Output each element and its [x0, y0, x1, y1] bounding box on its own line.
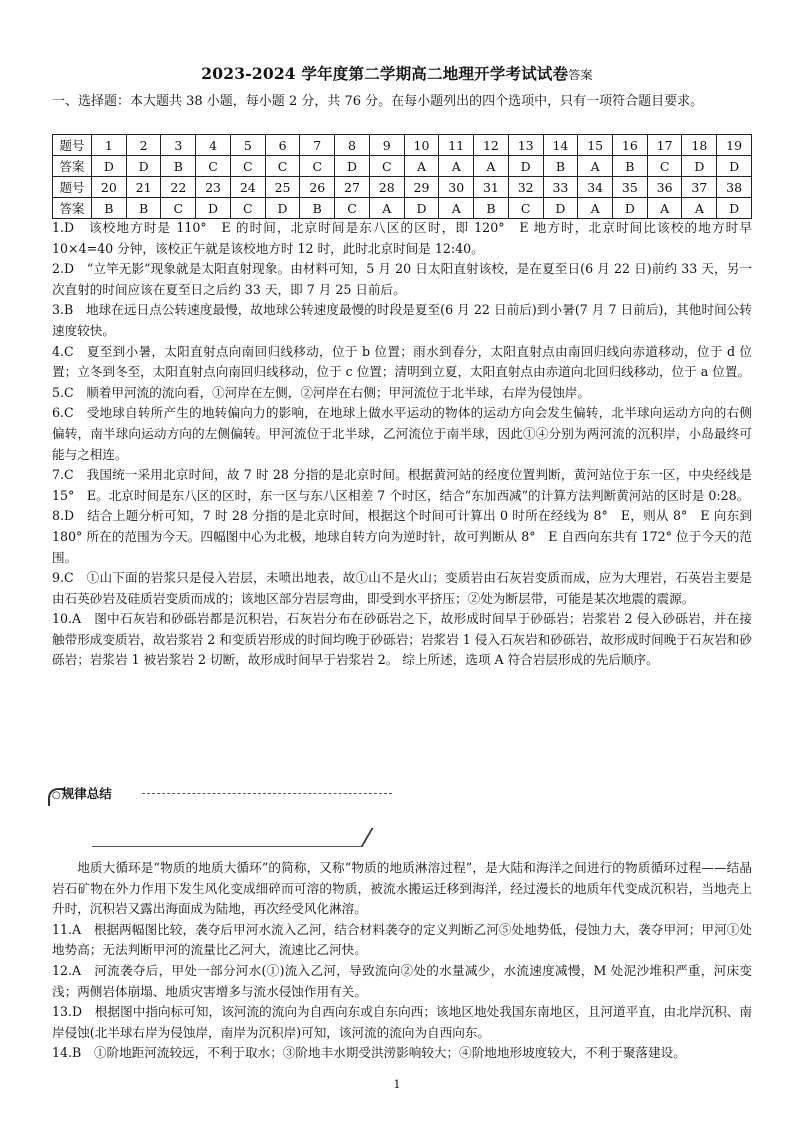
rule-summary-box: [52, 784, 752, 850]
circle-bullet-icon: ○: [52, 790, 61, 801]
answer-cell: C: [335, 198, 370, 219]
question-number-row: [53, 135, 752, 156]
answer-cell: A: [369, 198, 404, 219]
explanations-part-2: [52, 858, 752, 1064]
rule-summary-text: 地质大循环是“物质的地质大循环”的简称，又称“物质的地质淋溶过程”，是大陆和海洋之间进行的物质循环过程——结晶岩石矿物在外力作用下发生风化变成细碎而可溶的物质，被流水搬运迁移到海洋，经过漫长的地质年代变成沉积岩，当地壳上升时，沉积岩又露出海面成为陆地，再次经受风化淋溶。: [52, 860, 752, 917]
answer-cell: D: [613, 198, 648, 219]
title-text: 2023-2024 学年度第二学期高二地理开学考试试卷: [201, 64, 569, 83]
question-number-cell: 10: [404, 135, 439, 156]
rule-summary-title: 规律总结: [61, 786, 112, 801]
answer-cell: B: [474, 198, 509, 219]
question-number-cell: 8: [335, 135, 370, 156]
explanation-item: 10.A 图中石灰岩和砂砾岩都是沉积岩，石灰岩分布在砂砾岩之下，故形成时间早于砂砾岩；岩浆岩 2 侵入砂砾岩，并在接触带形成变质岩，故岩浆岩 2 和变质岩形成的时间均晚于砂砾岩；岩浆岩 1 侵入石灰岩和砂砾岩，故形成时间晚于石灰岩和砂砾岩；岩浆岩 1 被岩浆岩 2 切断，故形成时间早于岩浆岩 2。 综上所述，选项 A 符合岩层形成的先后顺序。: [52, 611, 752, 668]
question-number-cell: 11: [439, 135, 474, 156]
explanation-item: 9.C ①山下面的岩浆只是侵入岩层，未喷出地表，故①山不是火山；变质岩由石灰岩变质而成，应为大理岩，石英岩主要是由石英砂岩及硅质岩变质而成的；该地区部分岩层弯曲，即受到水平挤压；②处为断层带，可能是某次地震的震源。: [52, 570, 752, 606]
explanation-item: 7.C 我国统一采用北京时间，故 7 时 28 分指的是北京时间。根据黄河站的经度位置判断，黄河站位于东一区，中央经线是 15° E。北京时间是东八区的区时，东一区与东八区相差 7 个时区，结合“东加西减”的计算方法判断黄河站的区时是 0:28。: [52, 467, 752, 503]
answer-table: [52, 134, 752, 219]
answer-cell: B: [92, 198, 127, 219]
question-number-cell: 38: [717, 177, 752, 198]
answer-cell: C: [196, 156, 231, 177]
question-number-cell: 22: [161, 177, 196, 198]
question-number-cell: 27: [335, 177, 370, 198]
answer-cell: C: [647, 156, 682, 177]
answer-cell: C: [508, 198, 543, 219]
explanation-item: 2.D “立竿无影”现象就是太阳直射现象。由材料可知，5 月 20 日太阳直射该校，是在夏至日(6 月 22 日)前约 33 天，另一次直射的时间应该在夏至日之后约 33 天，即 7 月 25 日前后。: [52, 261, 752, 297]
row-label: 题号: [53, 177, 92, 198]
question-number-cell: 7: [300, 135, 335, 156]
section-intro: 一、选择题：本大题共 38 小题，每小题 2 分，共 76 分。在每小题列出的四个选项中，只有一项符合题目要求。: [52, 94, 704, 109]
question-number-cell: 4: [196, 135, 231, 156]
answer-row: [53, 198, 752, 219]
answer-cell: C: [230, 156, 265, 177]
answer-cell: C: [161, 198, 196, 219]
question-number-cell: 35: [613, 177, 648, 198]
question-number-cell: 24: [230, 177, 265, 198]
question-number-cell: 19: [717, 135, 752, 156]
box-bottom-line: [92, 846, 352, 847]
row-label: 答案: [53, 198, 92, 219]
answer-row: [53, 156, 752, 177]
question-number-cell: 31: [474, 177, 509, 198]
answer-cell: D: [265, 198, 300, 219]
answer-cell: D: [508, 156, 543, 177]
answer-cell: A: [404, 156, 439, 177]
question-number-cell: 20: [92, 177, 127, 198]
answer-cell: B: [543, 156, 578, 177]
question-number-cell: 21: [126, 177, 161, 198]
question-number-cell: 25: [265, 177, 300, 198]
answer-cell: A: [578, 156, 613, 177]
page-title: [0, 62, 794, 84]
explanation-item: 11.A 根据两幅图比较，袭夺后甲河水流入乙河，结合材料袭夺的定义判断乙河⑤处地势低，侵蚀力大，袭夺甲河；甲河①处地势高；无法判断甲河的流量比乙河大，流速比乙河快。: [52, 921, 752, 958]
answer-cell: C: [369, 156, 404, 177]
question-number-cell: 6: [265, 135, 300, 156]
explanation-item: 8.D 结合上题分析可知，7 时 28 分指的是北京时间，根据这个时间可计算出 0 时所在经线为 8° E，则从 8° E 向东到 180° 所在的范围为今天。四幅图中心为北极，地球自转方向为逆时针，故可判断从 8° E 自西向东共有 172° 位于今天的范围。: [52, 508, 752, 565]
question-number-cell: 29: [404, 177, 439, 198]
answer-cell: A: [439, 156, 474, 177]
answer-cell: A: [578, 198, 613, 219]
rule-summary-heading: [52, 784, 112, 802]
question-number-cell: 9: [369, 135, 404, 156]
question-number-cell: 36: [647, 177, 682, 198]
explanation-item: 4.C 夏至到小暑，太阳直射点向南回归线移动，位于 b 位置；雨水到春分，太阳直射点由南回归线向赤道移动，位于 d 位置；立冬到冬至，太阳直射点向南回归线移动，位于 c 位置；清明到立夏，太阳直射点由赤道向北回归线移动，位于 a 位置。: [52, 343, 752, 380]
title-suffix: 答案: [568, 68, 593, 82]
answer-cell: D: [335, 156, 370, 177]
question-number-cell: 14: [543, 135, 578, 156]
answer-cell: D: [196, 198, 231, 219]
explanation-item: 13.D 根据图中指向标可知，该河流的流向为自西向东或自东向西；该地区地处我国东南地区，且河道平直，由北岸沉积、南岸侵蚀(北半球右岸为侵蚀岸，南岸为沉积岸)可知，该河流的流向为自西向东。: [52, 1004, 752, 1040]
explanation-item: 14.B ①阶地距河流较远，不利于取水；③阶地丰水期受洪涝影响较大；④阶地地形坡度较大，不利于聚落建设。: [52, 1045, 686, 1061]
question-number-cell: 17: [647, 135, 682, 156]
page-number: 1: [393, 1078, 401, 1091]
dashed-divider: [142, 793, 392, 794]
row-label: 答案: [53, 156, 92, 177]
explanation-item: 1.D 该校地方时是 110° E 的时间，北京时间是东八区的区时，即 120° E 地方时，北京时间比该校的地方时早 10×4=40 分钟，该校正午就是该校地方时 12 时，此时北京时间是 12:40。: [52, 220, 752, 256]
answer-cell: D: [682, 156, 717, 177]
explanation-item: 3.B 地球在远日点公转速度最慢，故地球公转速度最慢的时段是夏至(6 月 22 日前后)到小暑(7 月 7 日前后)，其他时间公转速度较快。: [52, 302, 752, 338]
answer-cell: A: [439, 198, 474, 219]
answer-cell: B: [161, 156, 196, 177]
question-number-cell: 33: [543, 177, 578, 198]
question-number-cell: 18: [682, 135, 717, 156]
answer-cell: B: [300, 198, 335, 219]
answer-cell: D: [543, 198, 578, 219]
question-number-cell: 37: [682, 177, 717, 198]
answer-cell: B: [126, 198, 161, 219]
question-number-cell: 28: [369, 177, 404, 198]
question-number-cell: 16: [613, 135, 648, 156]
answer-cell: A: [474, 156, 509, 177]
answer-cell: D: [404, 198, 439, 219]
explanations-part-1: [52, 218, 752, 671]
question-number-cell: 13: [508, 135, 543, 156]
question-number-cell: 32: [508, 177, 543, 198]
answer-cell: A: [682, 198, 717, 219]
answer-cell: D: [717, 198, 752, 219]
answer-cell: D: [717, 156, 752, 177]
question-number-cell: 30: [439, 177, 474, 198]
box-corner-decoration: [347, 828, 374, 847]
explanation-item: 12.A 河流袭夺后，甲处一部分河水(①)流入乙河，导致流向②处的水量减少，水流速度减慢，M 处泥沙堆积严重，河床变浅；两侧岩体崩塌、地质灾害增多与流水侵蚀作用有关。: [52, 962, 752, 999]
answer-cell: D: [92, 156, 127, 177]
question-number-cell: 2: [126, 135, 161, 156]
row-label: 题号: [53, 135, 92, 156]
question-number-row: [53, 177, 752, 198]
question-number-cell: 3: [161, 135, 196, 156]
answer-cell: B: [613, 156, 648, 177]
question-number-cell: 34: [578, 177, 613, 198]
question-number-cell: 23: [196, 177, 231, 198]
question-number-cell: 12: [474, 135, 509, 156]
question-number-cell: 5: [230, 135, 265, 156]
question-number-cell: 26: [300, 177, 335, 198]
answer-cell: C: [230, 198, 265, 219]
answer-cell: C: [300, 156, 335, 177]
answer-cell: C: [265, 156, 300, 177]
answer-cell: D: [126, 156, 161, 177]
answer-cell: A: [647, 198, 682, 219]
explanation-item: 5.C 顺着甲河流的流向看，①河岸在左侧，②河岸在右侧；甲河流位于北半球，右岸为侵蚀岸。: [52, 384, 590, 400]
question-number-cell: 15: [578, 135, 613, 156]
explanation-item: 6.C 受地球自转所产生的地转偏向力的影响，在地球上做水平运动的物体的运动方向会发生偏转，北半球向运动方向的右侧偏转，南半球向运动方向的左侧偏转。甲河流位于北半球，乙河流位于南半球，因此①④分别为两河流的沉积岸，小岛最终可能与之相连。: [52, 405, 752, 462]
question-number-cell: 1: [92, 135, 127, 156]
